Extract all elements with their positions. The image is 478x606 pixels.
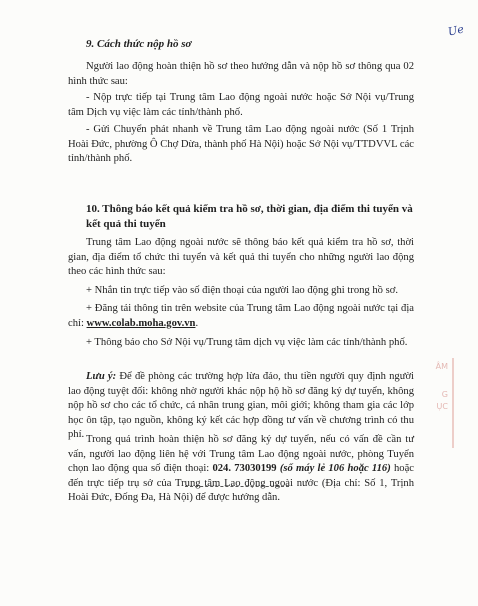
section-9-option-1: - Nộp trực tiếp tại Trung tâm Lao động ngoài nước hoặc Sở Nội vụ/Trung tâm Dịch vụ việc làm các tỉnh/thành phố.	[68, 92, 414, 118]
handwritten-mark: Ue	[446, 22, 465, 39]
phone-number: 024. 73030199	[212, 463, 277, 475]
website-text: + Đăng tải thông tin trên website của Trung tâm Lao động ngoài nước tại địa chỉ:	[68, 303, 414, 329]
contact-post: hoặc đến trực tiếp trụ sở của Trung tâm Lao động ngoài nước (Địa chỉ: Số 1, Trịnh Hoài Đức, Đống Đa, Hà Nội) để được hướng dẫn.	[68, 463, 414, 504]
section-9-heading: 9. Cách thức nộp hồ sơ	[86, 38, 192, 50]
website-link[interactable]: www.colab.moha.gov.vn	[86, 317, 196, 329]
website-end: .	[195, 317, 199, 329]
notify-channel-sms: + Nhắn tin trực tiếp vào số điện thoại của người lao động ghi trong hồ sơ.	[86, 285, 398, 296]
notify-channel-department: + Thông báo cho Sở Nội vụ/Trung tâm dịch vụ việc làm các tỉnh/thành phố.	[86, 337, 408, 348]
section-10-heading: 10. Thông báo kết quả kiểm tra hồ sơ, thời gian, địa điểm thi tuyển và kết quả thi tuyển	[86, 203, 413, 230]
end-divider	[185, 486, 289, 487]
stamp-fragment: G	[441, 390, 448, 399]
stamp-fragment: ỤC	[436, 402, 448, 411]
phone-extension: (số máy lẻ 106 hoặc 116)	[276, 463, 391, 475]
stamp-fragment: ÂM	[435, 362, 448, 371]
note-text: Để đề phòng các trường hợp lừa đảo, thu tiền người quy định người lao động tuyệt đối: không nhờ người khác nộp hộ hồ sơ đăng ký dự tuyển, không nộp hồ sơ cho các tổ chức, cá nhân trung gian, môi giới; không tham gia các lớp học ôn tập, tạo nguồn, không ký kết các hợp đồng tư vấn về chương trình có thu phí.	[68, 371, 414, 441]
section-9-intro: Người lao động hoàn thiện hồ sơ theo hướng dẫn và nộp hồ sơ thông qua 02 hình thức sau:	[68, 61, 414, 87]
note-label: Lưu ý:	[86, 371, 117, 382]
contact-paragraph	[68, 433, 414, 506]
red-stamp-edge	[418, 358, 454, 448]
notify-channel-website	[68, 302, 414, 331]
section-10-intro: Trung tâm Lao động ngoài nước sẽ thông báo kết quả kiểm tra hồ sơ, thời gian, địa điểm tổ chức thi tuyển và kết quả thi tuyển cho những người lao động theo các hình thức sau:	[68, 237, 414, 278]
section-9-option-2: - Gửi Chuyển phát nhanh về Trung tâm Lao động ngoài nước (Số 1 Trịnh Hoài Đức, phường Ô Chợ Dừa, thành phố Hà Nội) hoặc Sở Nội vụ/TTDVVL các tỉnh/thành phố.	[68, 124, 414, 165]
contact-pre: Trong quá trình hoàn thiện hồ sơ đăng ký dự tuyển, nếu có vấn đề cần tư vấn, người lao động liên hệ với Trung tâm Lao động ngoài nước, phòng Tuyển chọn lao động qua số điện thoại:	[68, 434, 414, 475]
